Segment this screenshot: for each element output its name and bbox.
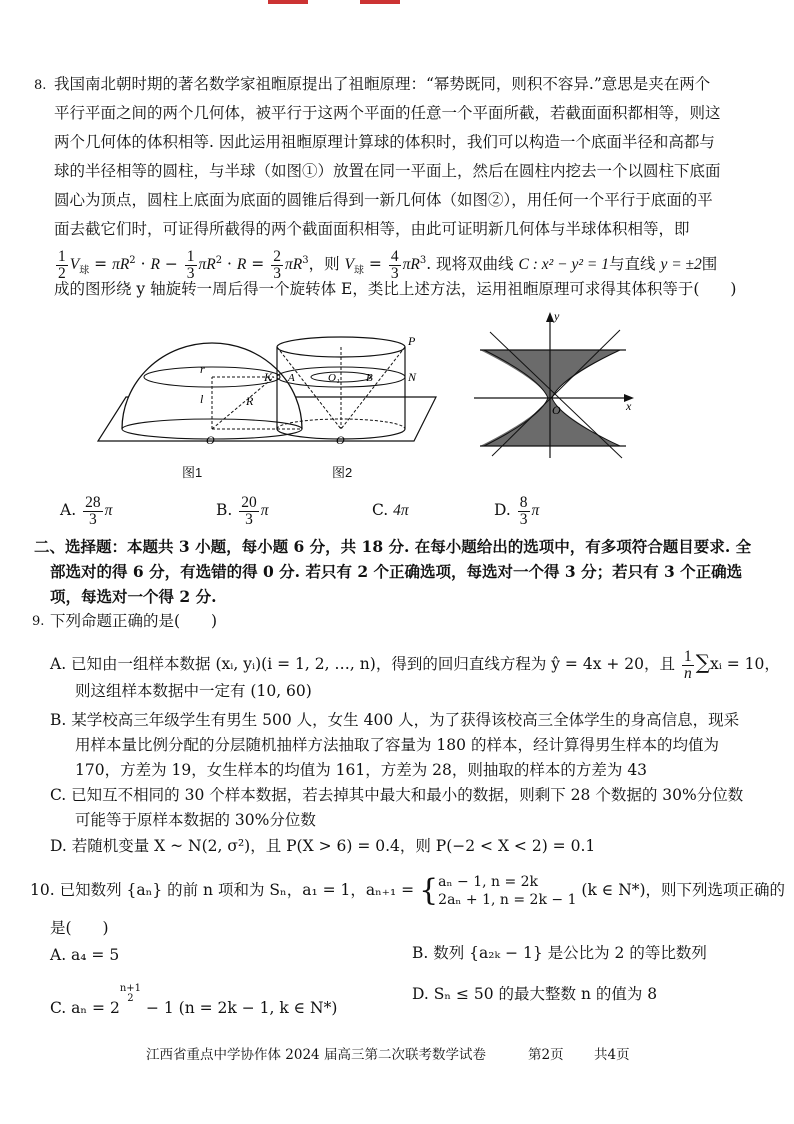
q8-line-6: 面去截它们时，可证得所截得的两个截面面积相等，由此可证明新几何体与半球体积相等，即 [54,220,690,238]
q8-line-1: 我国南北朝时期的著名数学家祖暅原提出了祖暅原理：“幂势既同，则积不容异.”意思是夹在两个 [54,75,711,93]
svg-text:B: B [366,372,373,384]
q10-option-c: C. $a_n = 2^{n+1 2} - 1$ (n = 2k − 1, k ∈ N*) [50,983,338,1017]
q8-line-5: 圆心为顶点，圆柱上底面为底面的圆锥后得到一新几何体（如图②），用任何一个平行于底面的平 [54,191,713,209]
svg-text:K: K [264,370,273,384]
svg-text:O₁: O₁ [328,372,340,384]
q8-option-a: A. $\frac{28}{3}$ π [60,493,113,528]
svg-text:O: O [552,403,561,417]
q8-option-c: C. 4π [372,501,409,519]
q8-option-b: B. $\frac{20}{3}$ π [216,493,269,528]
q8-line-3: 两个几何体的体积相等. 因此运用祖暅原理计算球的体积时，我们可以构造一个底面半径和高都与 [54,133,715,151]
figure-1-label: 图1 [182,465,203,480]
figure-hyperbola-region [470,310,640,460]
q9-option-b-3: 170，方差为 19，女生样本的均值为 161，方差为 28，则抽取的样本的方差为 43 [75,761,648,779]
fraction: $\frac{28}{3}$ [85,493,101,528]
q8-formula-line: $\frac{1}{2}$ $V_球 = \pi R^2 \cdot R$ − $\frac{1}{3}$ $\pi R^2 \cdot R$ = $\frac{2}{3}$ $\pi R^3$，则 $V_球$ = $\frac{4}{3}$ $\pi R^3$. 现将双曲线 C : x² − y² = 1与直线 y = ±2围 [58,247,718,282]
q10-stem-1: 10. 已知数列 {aₙ} 的前 n 项和为 Sₙ，a₁ = 1，aₙ₊₁ = {aₙ − 1, n = 2k 2aₙ + 1, n = 2k − 1 (k ∈ N*)，则下列选项正确的 [30,873,786,908]
footer-total: 共4页 [594,1047,630,1063]
fraction: $\frac{20}{3}$ [241,493,257,528]
q8-last-line: 成的图形绕 y 轴旋转一周后得一个旋转体 E，类比上述方法，运用祖暅原理可求得其体积等于( ) [54,280,737,298]
svg-text:l: l [200,392,204,406]
footer-school: 江西省重点中学协作体 2024 届高三第二次联考数学试卷 [146,1047,486,1063]
q10-option-a: A. a₄ = 5 [50,946,120,964]
q9-option-a-2: 则这组样本数据中一定有 (10, 60) [75,682,312,700]
svg-text:x: x [626,399,632,413]
q8-number: 8. [34,78,47,93]
svg-text:O: O [206,433,215,447]
fraction: $\frac{8}{3}$ [519,493,528,528]
fraction: $\frac{2}{3}$ [273,247,281,282]
q10-stem-2: 是( ) [50,919,109,937]
q9-option-c-2: 可能等于原样本数据的 30%分位数 [75,811,316,829]
q9-number: 9. [32,614,45,629]
svg-text:O: O [336,433,345,447]
svg-text:A: A [288,372,295,384]
q9-option-b-1: B. 某学校高三年级学生有男生 500 人，女生 400 人，为了获得该校高三全体学生的身高信息，现采 [50,711,740,729]
footer-page: 第2页 [528,1047,564,1063]
svg-text:N: N [408,370,417,384]
section-2-line-2: 部选对的得 6 分，有选错的得 0 分. 若只有 2 个正确选项，每选对一个得 3 分；若只有 3 个正确选 [50,562,743,581]
section-2-line-1: 二、选择题：本题共 3 小题，每小题 6 分，共 18 分. 在每小题给出的选项中，有多项符合题目要求. 全 [34,537,752,556]
figure-2-label: 图2 [332,465,353,480]
section-2-line-3: 项，每选对一个得 2 分. [50,587,217,606]
svg-text:P: P [408,334,416,348]
figure-hemisphere-cylinder [96,325,446,450]
svg-text:r: r [200,362,205,376]
scan-mark [268,0,308,4]
q9-option-d: D. 若随机变量 X ~ N(2, σ²)，且 P(X > 6) = 0.4，则 P(−2 < X < 2) = 0.1 [50,837,596,855]
fraction: $\frac{1}{3}$ [186,247,195,282]
q8-line-4: 球的半径相等的圆柱，与半球（如图①）放置在同一平面上，然后在圆柱内挖去一个以圆柱下底面 [54,162,721,180]
q9-option-a-1: A. 已知由一组样本数据 (xᵢ, yᵢ)(i = 1, 2, …, n)，得到的回归直线方程为 ŷ = 4x + 20，且 $\frac{1}{n}$ ∑xᵢ = 10， [50,647,780,682]
q10-option-b: B. 数列 {a₂ₖ − 1} 是公比为 2 的等比数列 [412,944,707,962]
q10-option-d: D. Sₙ ≤ 50 的最大整数 n 的值为 8 [412,985,658,1003]
q9-option-c-1: C. 已知互不相同的 30 个样本数据，若去掉其中最大和最小的数据，则剩下 28 个数据的 30%分位数 [50,786,744,804]
svg-text:R: R [246,394,254,408]
q9-option-b-2: 用样本量比例分配的分层随机抽样方法抽取了容量为 180 的样本，经计算得男生样本的均值为 [75,736,719,754]
q9-stem: 下列命题正确的是( ) [50,612,218,630]
svg-text:y: y [554,310,560,323]
scan-mark [360,0,400,4]
fraction: $\frac{1}{n}$ [683,647,692,682]
fraction: $\frac{1}{2}$ [58,247,66,282]
fraction: $\frac{4}{3}$ [390,247,399,282]
q8-option-d: D. $\frac{8}{3}$ π [494,493,540,528]
q8-line-2: 平行平面之间的两个几何体，被平行于这两个平面的任意一个平面所截，若截面面积都相等，则这 [54,104,721,122]
